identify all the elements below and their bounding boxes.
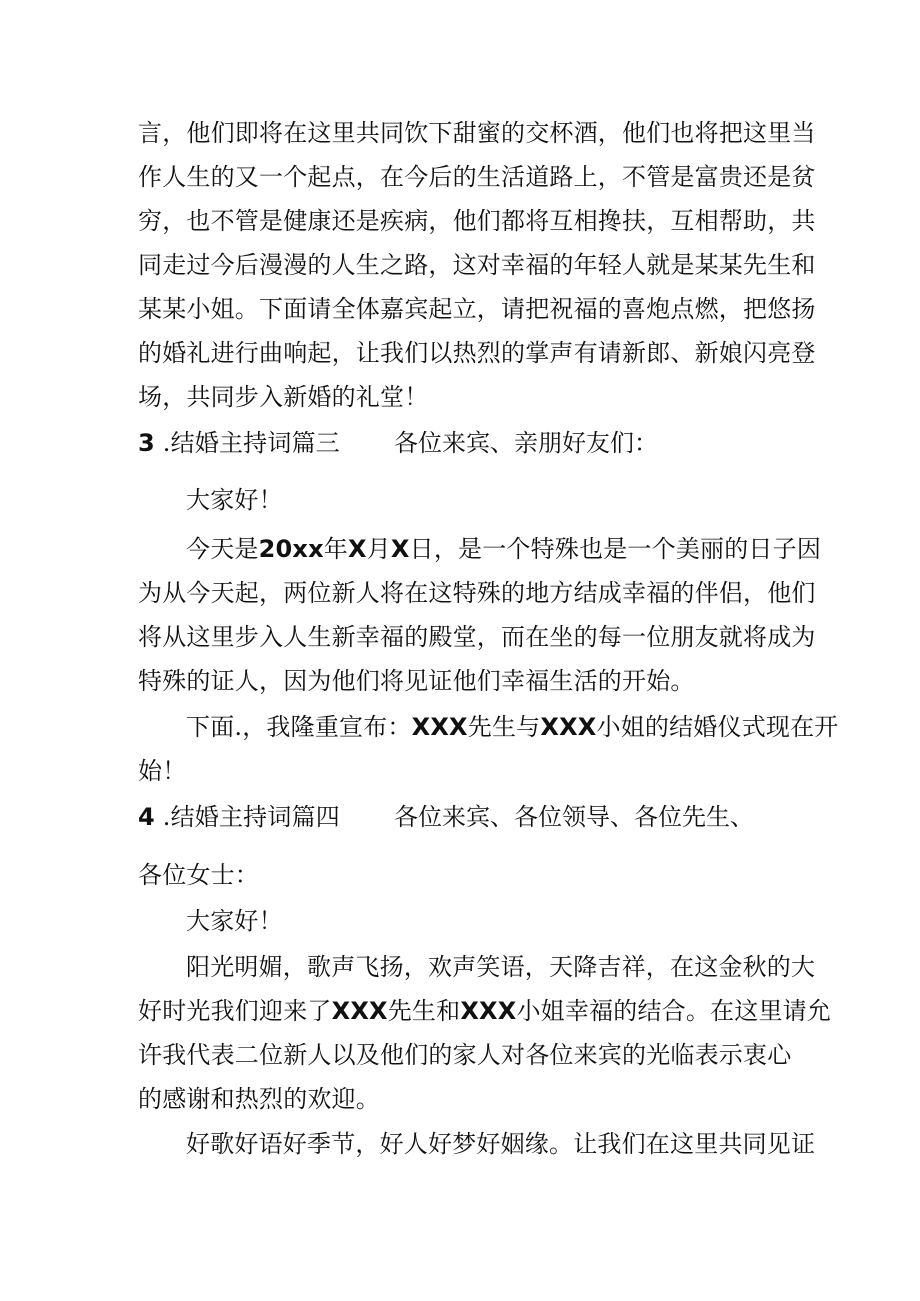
greeting-hello: 大家好！	[186, 486, 283, 514]
body-text-line: 许我代表二位新人以及他们的家人对各位来宾的光临表示衷心	[138, 1041, 792, 1069]
text-segment: 日，是一个特殊也是一个美丽的日子因	[409, 535, 822, 563]
section-number: 3	[138, 429, 155, 457]
text-segment: 今天是	[186, 535, 259, 563]
body-text-line: 场，共同步入新婚的礼堂！	[138, 383, 429, 411]
text-segment: 好时光我们迎来了	[138, 997, 332, 1025]
section-title: .结婚主持词篇三	[162, 429, 340, 457]
body-text-line: 好歌好语好季节，好人好梦好姻缘。让我们在这里共同见证	[186, 1130, 816, 1158]
body-text-line: 始！	[138, 757, 187, 785]
text-segment: 月	[366, 535, 391, 563]
body-text-line: 将从这里步入人生新幸福的殿堂，而在坐的每一位朋友就将成为	[138, 623, 816, 651]
body-text-line: 同走过今后漫漫的人生之路，这对幸福的年轻人就是某某先生和	[138, 251, 816, 279]
placeholder-name: XXX	[411, 713, 468, 741]
body-text-line	[186, 531, 822, 567]
body-text-line: 为从今天起，两位新人将在这特殊的地方结成幸福的伴侣，他们	[138, 579, 816, 607]
body-text-line: 作人生的又一个起点，在今后的生活道路上，不管是富贵还是贫	[138, 163, 816, 191]
text-segment: 小姐的结婚仪式现在开	[596, 713, 839, 741]
body-text-line	[138, 993, 832, 1029]
body-text-line: 的感谢和热烈的欢迎。	[138, 1085, 380, 1113]
greeting-hello: 大家好！	[186, 907, 283, 935]
body-text-line: 穷，也不管是健康还是疾病，他们都将互相搀扶，互相帮助，共	[138, 207, 816, 235]
date-month: X	[347, 535, 367, 563]
body-text-line	[186, 709, 839, 745]
text-segment: 小姐幸福的结合。在这里请允	[516, 997, 832, 1025]
body-text-line: 阳光明媚，歌声飞扬，欢声笑语，天降吉祥，在这金秋的大	[186, 953, 816, 981]
placeholder-name: XXX	[460, 997, 517, 1025]
date-day: X	[390, 535, 410, 563]
text-segment: 年	[323, 535, 348, 563]
placeholder-name: XXX	[331, 997, 388, 1025]
body-text-line: 特殊的证人，因为他们将见证他们幸福生活的开始。	[138, 667, 695, 695]
greeting-line: 各位女士：	[138, 861, 259, 889]
greeting-line: 各位来宾、各位领导、各位先生、	[394, 803, 754, 831]
text-segment: 下面.，我隆重宣布：	[186, 713, 412, 741]
placeholder-name: XXX	[540, 713, 597, 741]
body-text-line: 言，他们即将在这里共同饮下甜蜜的交杯酒，他们也将把这里当	[138, 119, 816, 147]
body-text-line: 的婚礼进行曲响起，让我们以热烈的掌声有请新郎、新娘闪亮登	[138, 339, 816, 367]
section-title: .结婚主持词篇四	[162, 803, 340, 831]
text-segment: 先生与	[467, 713, 541, 741]
date-year: 20xx	[258, 535, 324, 563]
text-segment: 先生和	[387, 997, 461, 1025]
section-number: 4	[138, 803, 155, 831]
body-text-line: 某某小姐。下面请全体嘉宾起立，请把祝福的喜炮点燃，把悠扬	[138, 295, 816, 323]
greeting-line: 各位来宾、亲朋好友们：	[394, 429, 658, 457]
